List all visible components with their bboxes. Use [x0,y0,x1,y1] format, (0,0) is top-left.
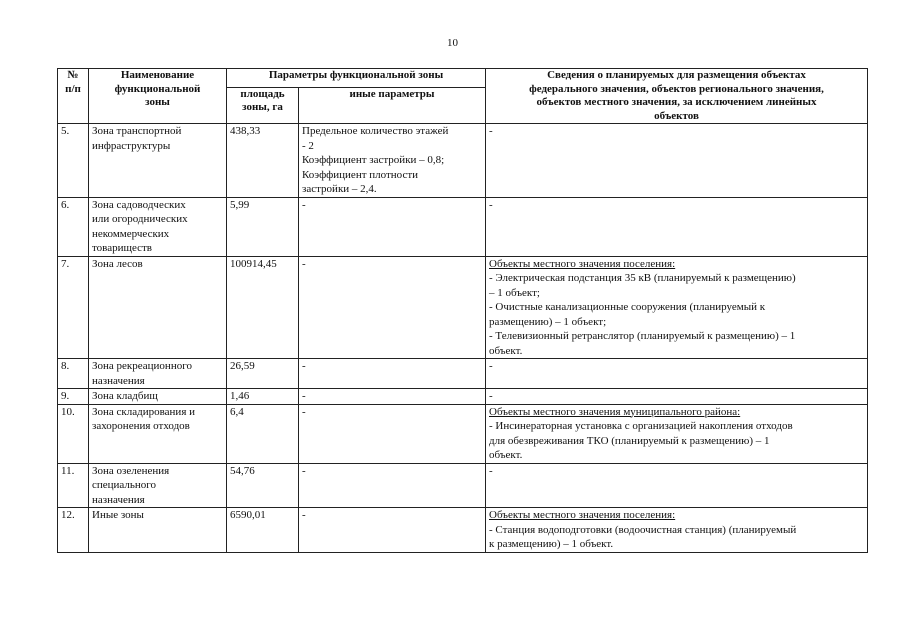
zone-param-line: - [302,257,306,270]
zone-other-params [299,389,486,405]
planned-objects-info [486,404,868,463]
planned-objects-line: - Очистные канализационные сооружения (планируемый к [489,301,766,313]
planned-objects-info [486,197,868,256]
zone-param-line: - [302,509,306,521]
zone-param-line: - 2 [302,139,314,152]
zone-area [227,124,299,198]
zone-other-params [299,463,486,508]
table-row [58,463,868,508]
zone-area [227,256,299,359]
zone-area-value: 6,4 [230,405,244,418]
header-row-top [58,69,868,88]
zone-name-line: инфраструктуры [92,139,171,152]
zone-area [227,404,299,463]
planned-objects-line: - [489,464,493,477]
header-area [227,87,299,123]
zone-param-line: застройки – 2,4. [302,183,377,195]
zone-area-value: 100914,45 [230,257,277,270]
planned-objects-line: объект. [489,344,523,357]
zone-param-line: - [302,360,306,372]
planned-objects-heading: Объекты местного значения поселения: [489,257,676,270]
planned-objects-heading: Объекты местного значения поселения: [489,509,676,521]
header-planned-objects-line: Сведения о планируемых для размещения объектах [547,69,806,81]
zone-other-params [299,197,486,256]
zone-name [89,359,227,389]
zone-name-line: Зона транспортной [92,125,182,137]
zone-area [227,197,299,256]
table-row [58,508,868,553]
planned-objects-line: объект. [489,449,523,461]
planned-objects-heading: Объекты местного значения муниципального района: [489,405,741,418]
table-row [58,256,868,359]
header-other-params: иные параметры [299,87,486,123]
header-num-line: п/п [65,82,81,95]
table-body [58,124,868,553]
header-area-line: зоны, га [242,101,283,114]
zone-area [227,508,299,553]
planned-objects-info [486,256,868,359]
zone-name [89,404,227,463]
zone-other-params [299,124,486,198]
zone-name-line: Зона лесов [92,257,143,270]
row-number [58,389,89,405]
planned-objects-info [486,389,868,405]
header-planned-objects-line: объектов [654,109,699,122]
row-number-text: 5. [61,125,70,137]
zone-name-line: Зона озеленения [92,464,170,477]
zone-param-line: - [302,405,306,418]
row-number [58,197,89,256]
zone-area-value: 438,33 [230,125,261,137]
zone-param-line: - [302,464,306,477]
zone-param-line: Предельное количество этажей [302,125,449,137]
zone-name-line: товариществ [92,242,152,254]
zone-name [89,389,227,405]
zone-area-value: 6590,01 [230,509,266,521]
zone-name-line: Зона садоводческих [92,198,186,211]
zone-name-line: некоммерческих [92,227,170,240]
zone-param-line: - [302,390,306,402]
planned-objects-info [486,359,868,389]
zone-area [227,359,299,389]
planned-objects-info [486,463,868,508]
zone-param-line: Коэффициент плотности [302,168,419,181]
row-number-text: 9. [61,390,70,402]
planned-objects-line: - [489,198,493,211]
planned-objects-line: к размещению) – 1 объект. [489,538,614,550]
zone-other-params [299,508,486,553]
planned-objects-line: – 1 объект; [489,286,540,299]
zone-name-line: захоронения отходов [92,420,190,432]
planned-objects-line: - Инсинераторная установка с организацией накопления отходов [489,420,793,432]
planned-objects-line: - Станция водоподготовки (водоочистная станция) (планируемый [489,523,797,536]
table-row [58,124,868,198]
table-row [58,389,868,405]
zone-name-line: Зона рекреационного [92,360,192,372]
zone-name-line: или огороднических [92,213,188,225]
row-number-text: 12. [61,509,75,521]
header-num [58,69,89,124]
zone-area [227,389,299,405]
planned-objects-line: - [489,125,493,137]
header-num-line: № [67,69,79,81]
planned-objects-line: - [489,390,493,402]
page-number: 10 [447,37,458,49]
functional-zones-table [57,68,868,553]
row-number [58,508,89,553]
header-area-line: площадь [240,87,285,100]
header-zone-name-line: Наименование [120,69,195,81]
zone-param-line: - [302,198,306,211]
row-number-text: 8. [61,360,70,372]
row-number-text: 11. [61,464,75,477]
planned-objects-line: для обезвреживания ТКО (планируемый к размещению) – 1 [489,434,770,447]
zone-name [89,463,227,508]
table-row [58,404,868,463]
zone-name [89,256,227,359]
row-number [58,359,89,389]
row-number [58,404,89,463]
row-number-text: 6. [61,198,70,211]
zone-other-params [299,404,486,463]
header-planned-objects [486,69,868,124]
zone-name-line: назначения [92,493,145,506]
planned-objects-line: - Телевизионный ретранслятор (планируемый к размещению) – 1 [489,330,796,342]
header-zone-name-line: функциональной [114,82,201,95]
row-number-text: 7. [61,257,70,270]
zone-name-line: специального [92,479,157,491]
header-planned-objects-line: объектов местного значения, за исключением линейных [536,96,817,108]
zone-param-line: Коэффициент застройки – 0,8; [302,154,445,166]
planned-objects-info [486,508,868,553]
table-row [58,197,868,256]
zone-name [89,197,227,256]
header-zone-name-line: зоны [145,96,170,108]
zone-name-line: Иные зоны [92,509,144,521]
zone-other-params [299,359,486,389]
zone-area-value: 5,99 [230,198,250,211]
zone-name [89,124,227,198]
zone-area [227,463,299,508]
row-number-text: 10. [61,405,75,418]
planned-objects-line: - [489,360,493,372]
zone-other-params [299,256,486,359]
planned-objects-line: размещению) – 1 объект; [489,315,607,328]
table-row [58,359,868,389]
zone-area-value: 1,46 [230,390,250,402]
planned-objects-info [486,124,868,198]
zone-name-line: Зона складирования и [92,405,196,418]
row-number [58,463,89,508]
zone-name [89,508,227,553]
zone-name-line: назначения [92,374,145,387]
planned-objects-line: - Электрическая подстанция 35 кВ (планируемый к размещению) [489,272,796,284]
header-planned-objects-line: федерального значения, объектов регионального значения, [529,82,824,95]
row-number [58,256,89,359]
zone-area-value: 26,59 [230,360,255,372]
zone-name-line: Зона кладбищ [92,390,158,402]
header-zone-name [89,69,227,124]
row-number [58,124,89,198]
zone-area-value: 54,76 [230,464,255,477]
header-params-group: Параметры функциональной зоны [227,69,486,88]
